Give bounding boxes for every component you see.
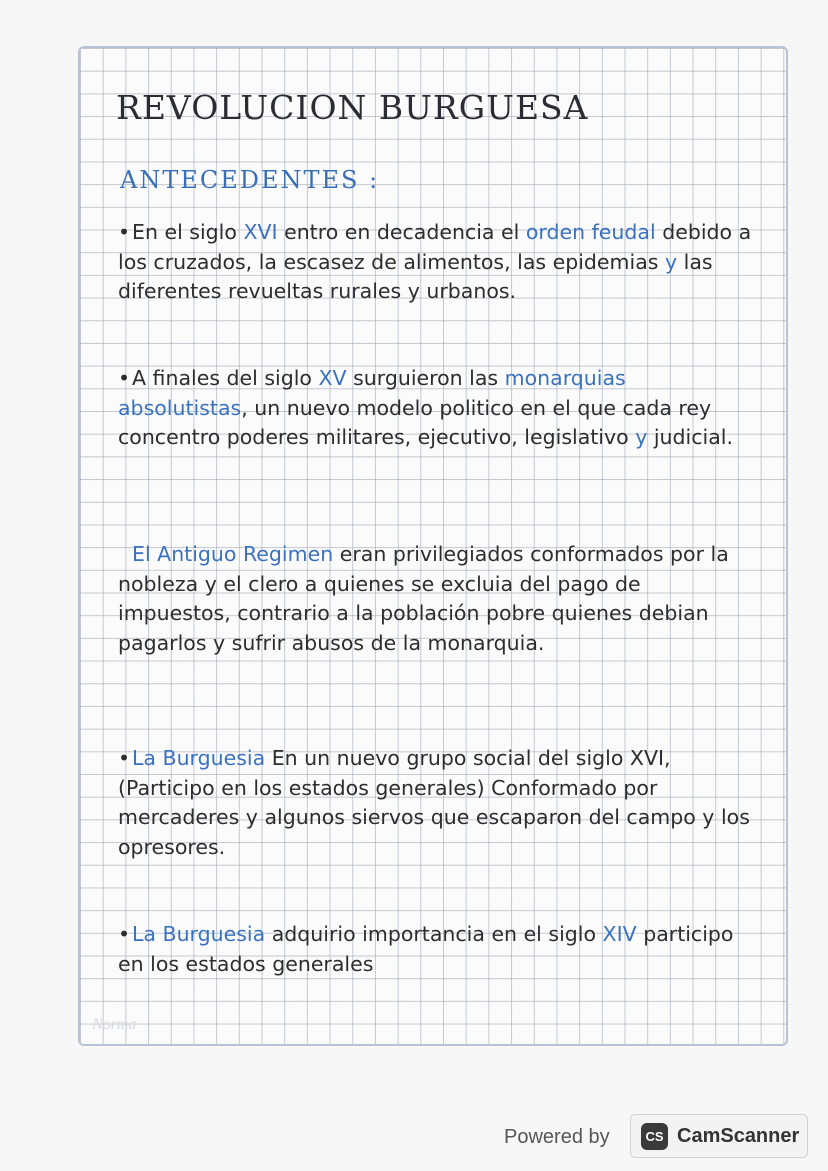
paragraph-text: las diferentes revueltas rurales y urbanos.: [118, 249, 713, 303]
paragraph-text: En el siglo: [132, 220, 244, 244]
camscanner-logo-icon: CS: [641, 1123, 668, 1150]
bullet-icon: •: [118, 366, 131, 390]
highlight-conjunction: y: [635, 425, 648, 449]
highlight-term: monarquias absolutistas: [118, 366, 626, 420]
paragraph-text: participo en los estados generales: [118, 922, 734, 976]
camscanner-badge[interactable]: [630, 1114, 808, 1158]
bullet-icon: •: [118, 922, 131, 946]
highlight-century: XIV: [602, 922, 637, 946]
highlight-conjunction: y: [664, 249, 678, 274]
paragraph-text: judicial.: [647, 425, 733, 449]
paragraph-text: entro en decadencia el: [277, 220, 526, 244]
paragraph-absolutism: [118, 364, 758, 453]
highlight-century: XV: [318, 366, 347, 390]
highlight-term: La Burguesia: [132, 922, 266, 946]
paragraph-feudal-decline: [118, 218, 758, 307]
paragraph-text: surguieron las: [346, 366, 505, 390]
highlight-century: XVI: [243, 220, 278, 244]
paragraph-antiguo-regimen: [118, 540, 758, 658]
notebook-brand-watermark: Norma: [92, 1016, 137, 1033]
bullet-icon: •: [118, 220, 131, 244]
powered-by-label: Powered by: [504, 1126, 610, 1148]
notebook-page: [78, 46, 788, 1046]
highlight-term: La Burguesia: [132, 746, 266, 770]
camscanner-name: CamScanner: [677, 1124, 800, 1147]
bullet-icon: •: [118, 746, 131, 770]
paragraph-text: , un nuevo modelo politico en el que cada rey concentro poderes militares, ejecutivo, legislativo: [118, 395, 712, 449]
paragraph-burguesia: [118, 744, 758, 862]
paragraph-burguesia-importancia: [118, 920, 758, 979]
highlight-term: orden feudal: [525, 220, 656, 244]
paragraph-text: debido a los cruzados, la escasez de alimentos, las epidemias: [118, 220, 752, 274]
paragraph-text: eran privilegiados conformados por la nobleza y el clero a quienes se excluia del pago de impuestos, contrario a la población pobre quienes debian pagarlos y sufrir abusos de la monarquia.: [118, 542, 729, 655]
note-subtitle: ANTECEDENTES :: [120, 166, 380, 194]
highlight-term: El Antiguo Regimen: [132, 542, 334, 566]
paragraph-text: En un nuevo grupo social del siglo XVI, (Participo en los estados generales) Conformado por mercaderes y algunos siervos que escaparon del campo y los opresores.: [118, 746, 750, 859]
note-title: REVOLUCION BURGUESA: [116, 88, 589, 127]
paragraph-text: A finales del siglo: [132, 366, 319, 390]
paragraph-text: adquirio importancia en el siglo: [265, 922, 603, 946]
